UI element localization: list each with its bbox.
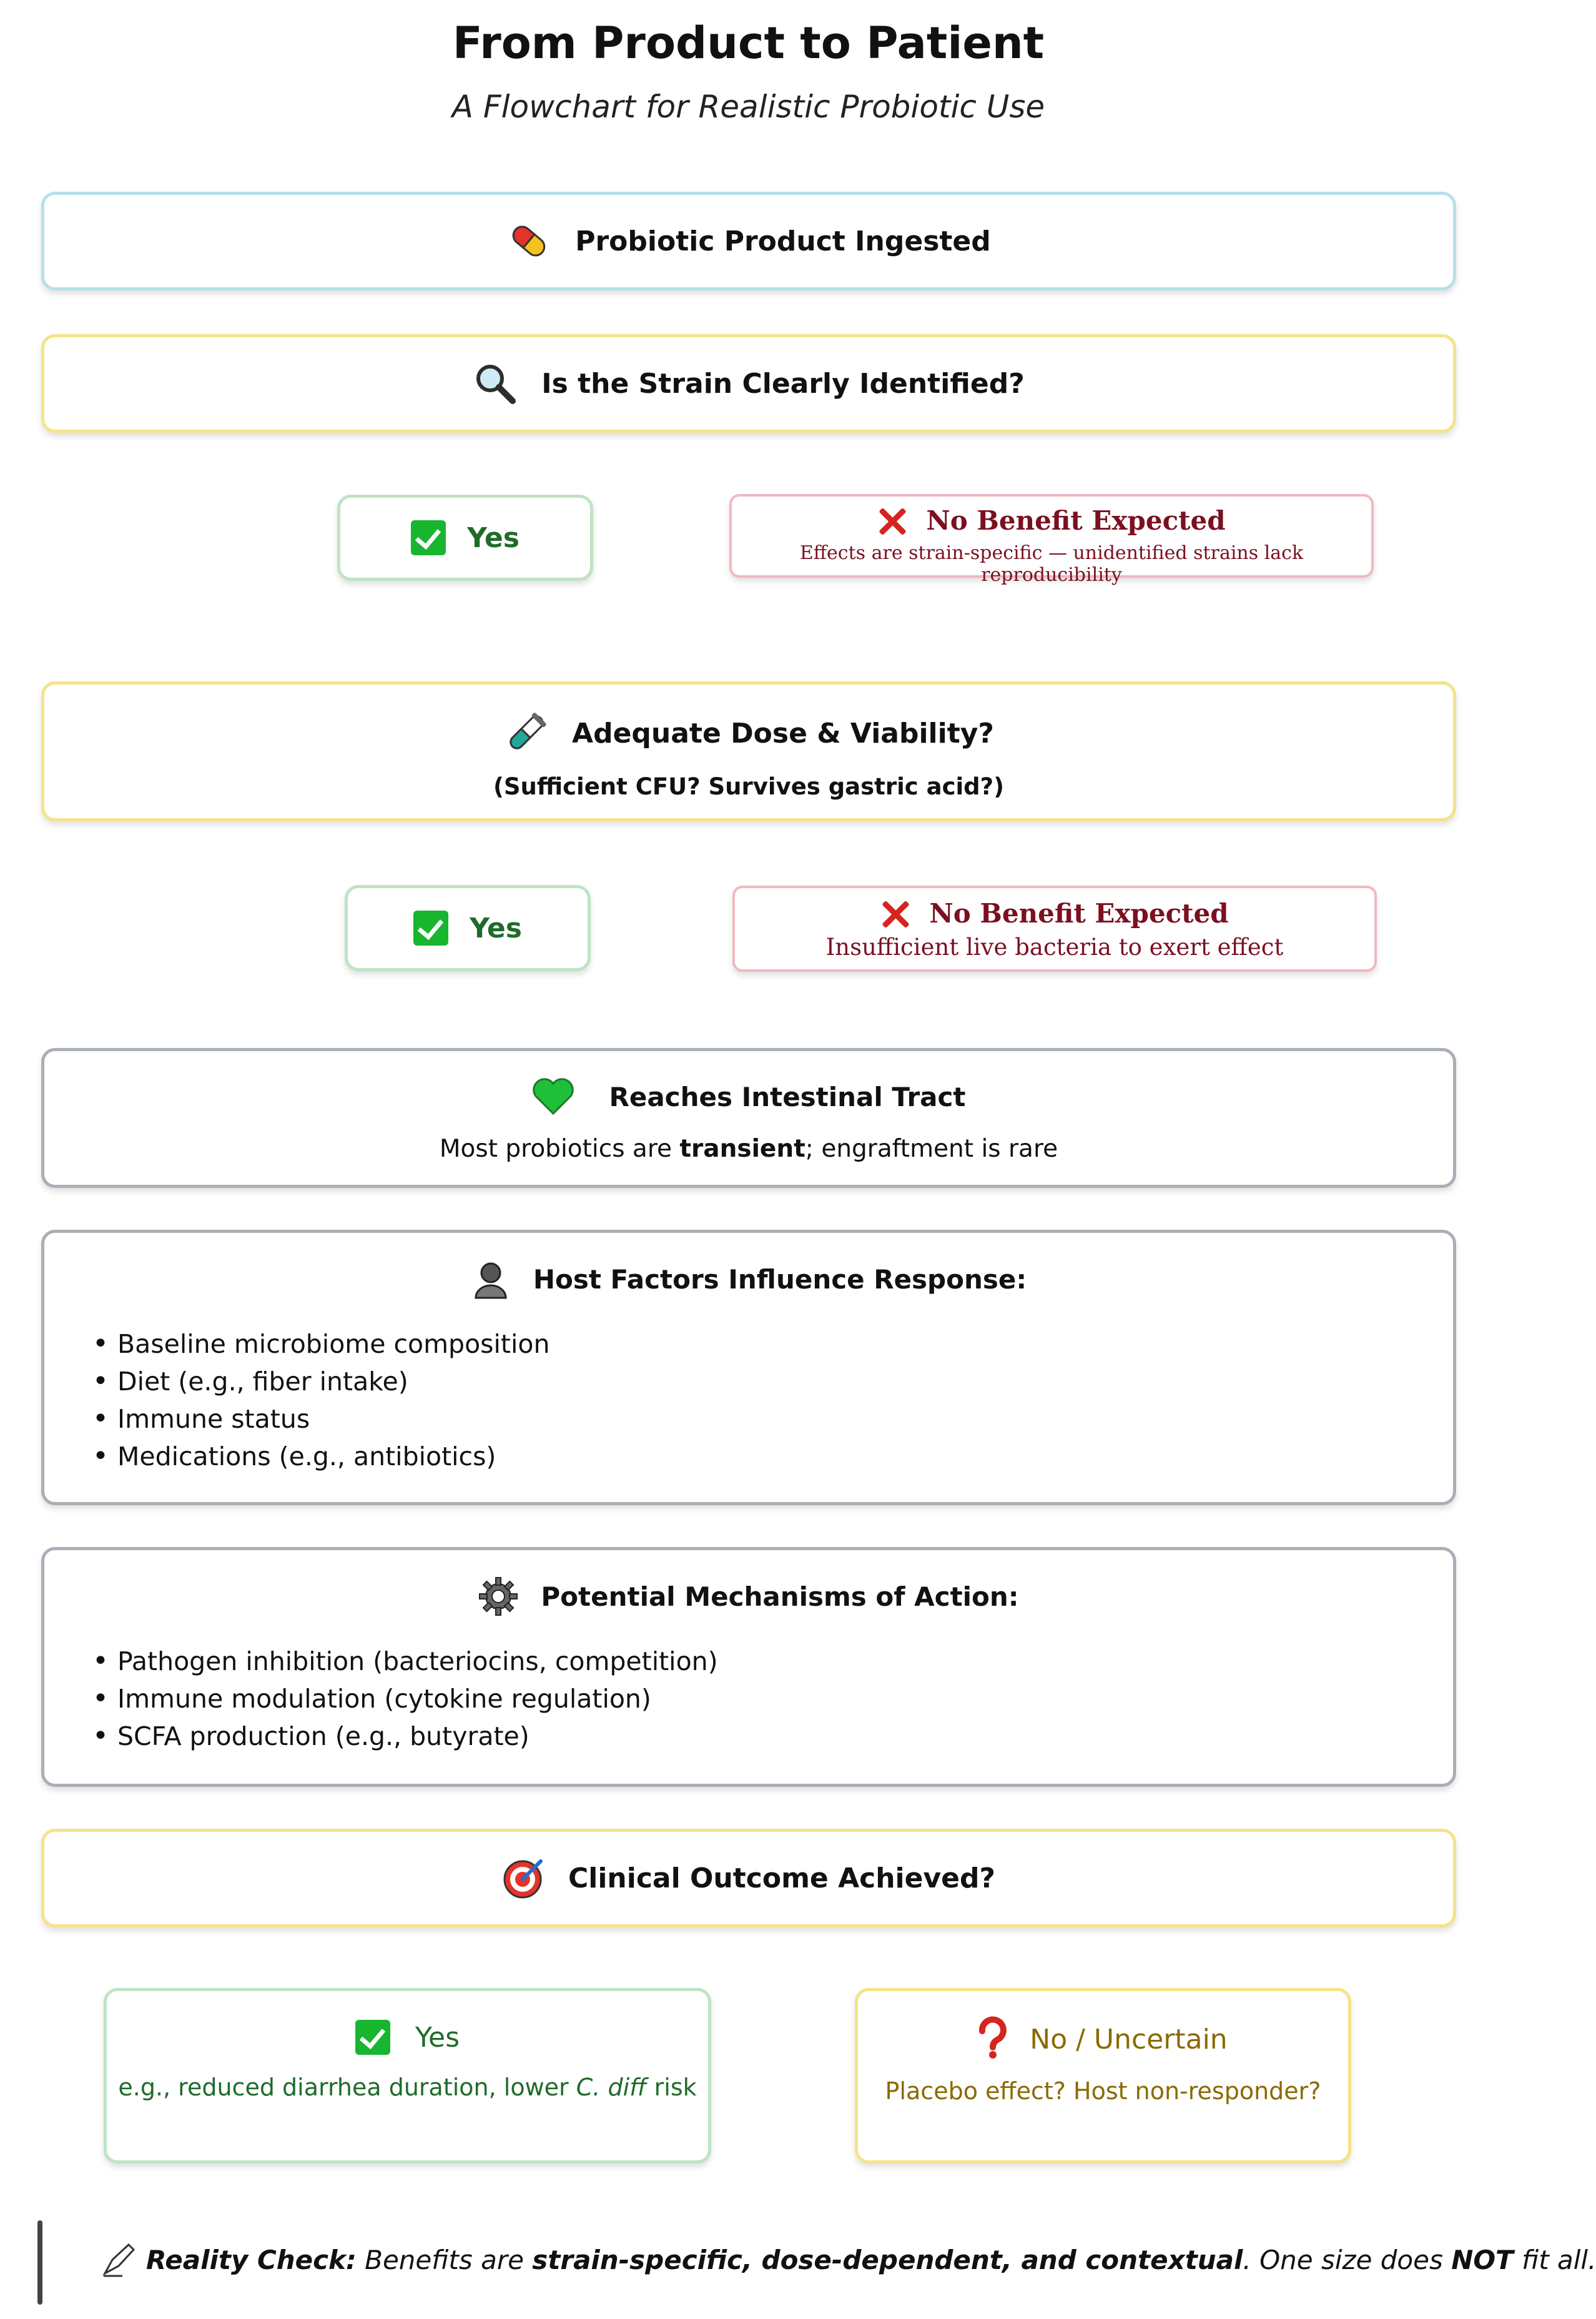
dose-no-benefit-box xyxy=(732,886,1377,972)
step-strain-label: Is the Strain Clearly Identified? xyxy=(541,367,1025,400)
dose-no-label: No Benefit Expected xyxy=(929,898,1229,929)
check-box-icon xyxy=(413,911,448,946)
strain-yes-box xyxy=(337,495,593,581)
step-strain-identified xyxy=(41,334,1456,433)
page-subtitle: A Flowchart for Realistic Probiotic Use xyxy=(451,89,1045,125)
strain-yes-label: Yes xyxy=(467,522,520,554)
question-mark-icon xyxy=(978,2020,1007,2059)
step-mechanisms xyxy=(41,1547,1456,1787)
test-tube-icon xyxy=(503,711,548,756)
step-outcome-label: Clinical Outcome Achieved? xyxy=(568,1862,996,1894)
step-host-factors xyxy=(41,1230,1456,1505)
step-tract-label: Reaches Intestinal Tract xyxy=(609,1081,966,1112)
list-item: • Immune status xyxy=(117,1400,549,1438)
step-dose-viability xyxy=(41,681,1456,821)
host-factors-list xyxy=(117,1325,549,1475)
dose-yes-box xyxy=(345,885,591,971)
strain-no-label: No Benefit Expected xyxy=(926,505,1226,536)
step-clinical-outcome xyxy=(41,1829,1456,1927)
person-icon xyxy=(471,1259,511,1299)
outcome-yes-detail: e.g., reduced diarrhea duration, lower C. diff risk xyxy=(118,2074,697,2101)
strain-no-detail: Effects are strain-specific — unidentified strains lack reproducibility xyxy=(799,542,1304,586)
step-intestinal-tract xyxy=(41,1048,1456,1188)
outcome-uncertain-label: No / Uncertain xyxy=(1030,2023,1228,2055)
cross-mark-icon xyxy=(880,899,910,929)
magnifying-glass-icon xyxy=(473,361,518,406)
step-dose-label: Adequate Dose & Viability? xyxy=(572,717,994,749)
step-dose-detail: (Sufficient CFU? Survives gastric acid?) xyxy=(493,773,1005,800)
check-box-icon xyxy=(355,2020,390,2055)
list-item: • Pathogen inhibition (bacteriocins, competition) xyxy=(117,1643,718,1680)
check-box-icon xyxy=(411,520,446,555)
page-title: From Product to Patient xyxy=(452,17,1045,69)
reality-check-bar xyxy=(37,2220,42,2305)
mechanisms-list xyxy=(117,1643,718,1755)
dose-no-detail: Insufficient live bacteria to exert effect xyxy=(825,934,1284,961)
gear-icon xyxy=(478,1576,518,1616)
outcome-uncertain-detail: Placebo effect? Host non-responder? xyxy=(885,2077,1321,2105)
list-item: • Diet (e.g., fiber intake) xyxy=(117,1363,549,1400)
dose-yes-label: Yes xyxy=(470,912,522,944)
writing-hand-icon xyxy=(100,2241,137,2278)
outcome-uncertain-box xyxy=(855,1988,1351,2163)
green-heart-icon xyxy=(532,1077,574,1116)
pill-icon xyxy=(506,219,551,264)
step-ingested xyxy=(41,192,1456,290)
step-mechanisms-label: Potential Mechanisms of Action: xyxy=(541,1581,1019,1612)
list-item: • Immune modulation (cytokine regulation) xyxy=(117,1680,718,1718)
step-ingested-label: Probiotic Product Ingested xyxy=(575,225,991,257)
cross-mark-icon xyxy=(877,506,907,536)
outcome-yes-box xyxy=(104,1988,711,2163)
reality-check-note: Reality Check: Benefits are strain-specific, dose-dependent, and contextual. One size does NOT fit all. xyxy=(100,2241,1461,2278)
step-host-label: Host Factors Influence Response: xyxy=(533,1263,1027,1295)
outcome-yes-label: Yes xyxy=(415,2021,460,2054)
step-tract-detail: Most probiotics are transient; engraftment is rare xyxy=(439,1135,1058,1163)
list-item: • Baseline microbiome composition xyxy=(117,1325,549,1363)
strain-no-benefit-box xyxy=(729,494,1374,586)
list-item: • Medications (e.g., antibiotics) xyxy=(117,1438,549,1475)
target-icon xyxy=(502,1856,546,1900)
list-item: • SCFA production (e.g., butyrate) xyxy=(117,1718,718,1755)
